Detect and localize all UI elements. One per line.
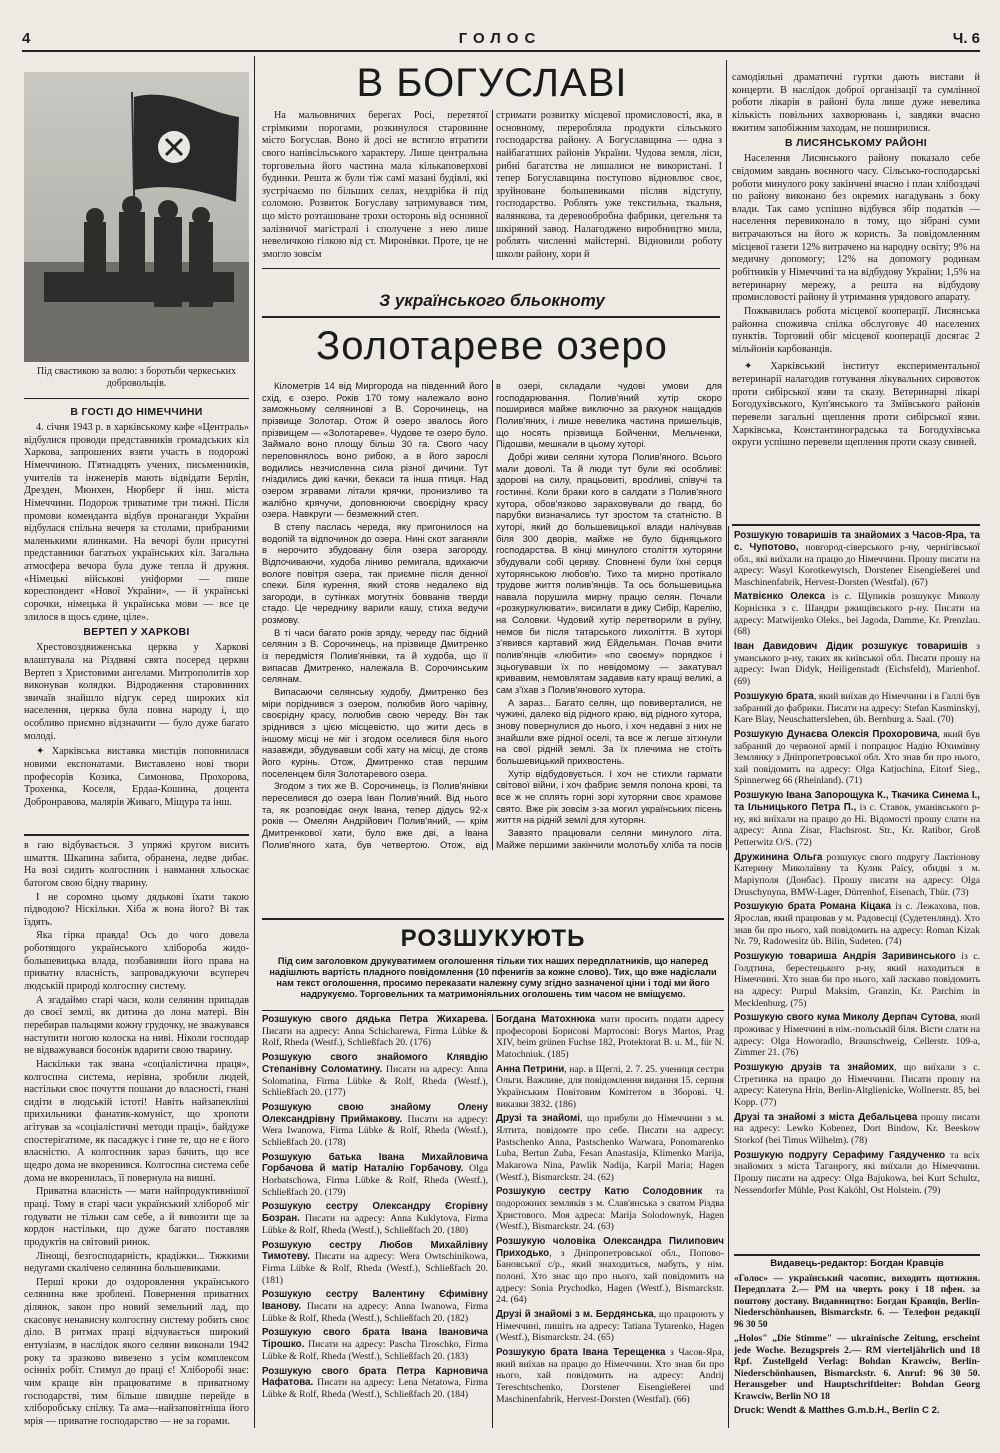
wanted-ad-78: Друзі та знайомі з міста Дебальцева прошу писати на адресу: Lewko Kobenez, Dort Bindow, Kr. Beeskow Storkof (bei Timus Wilhelm). (78) [734, 1111, 980, 1146]
zolotar-col-1 [262, 380, 488, 850]
vertical-rule-right-bottom [728, 526, 729, 1428]
wanted-rule-intro [262, 1010, 724, 1011]
imprint-german: „Holos" „Die Stimme" — ukrainische Zeitung, erscheint jede Woche. Bezugspreis 2.— RM vierteljährlich und 18 Rpf. Zustellgeld Verlag: Bohdan Krawciw, Berlin-Niederschönhausen, Bismarckstr. 6. Anruf: 96 30 50. Herausgeber und Hauptschriftleiter: Bohdan Georg Krawciw, Berlin NO 18 [734, 1333, 980, 1402]
lower-paragraph-5: Наскільки так звана «соціалістична праця», колгоспна система, нерівна, зробили людей, настільки своє почуття пошани до власності, гнані сидіти в людській істоті! Навіть найзапекліші прихильники фанатик-комуніст, що хропоти агітував за «соціалістичні методи праці», байдуже спостерігатиме, як пасаджує і гине те, що не є його власністю. А колгоспник зараз бачить, що все щедро дома не вкоренився. Колгоспна система себе дома не вкоренилась, її повернула на вишні. [24, 1058, 249, 1184]
wanted-ad-67: Розшукую товаришів та знайомих з Часов-Яра, та с. Чупотово, новгород-сіверського р-ну, чернігівської обл., які виїхали на працю до Німеччини. Прошу писати на адресу: Wasyl Korotkewytsch, Dorstener Eisengießerei und Maschinenfabrik, Hervest-Dorsten (Westfal). (67) [734, 530, 980, 588]
zolotar-c2-p3: А зараз... Багато селян, що повиверталися, не чужині, далеко від рідного краю, від рідного хутора, знову повернулися до нього, і хоч недавні з них не знайшли вже рідної оселі, та все ж легше зітхнули на свої рідній землі. За їх плечима не стоїть большевицький прихвостень. [496, 696, 722, 766]
boguslav-text-1: На мальовничих берегах Росі, перетятої стрімкими порогами, розкинулося старовинне місто Богуслав. Воно й досі не встигло втратити свого напівсільського характеру. Лише центральна торговельна його частина мала кількаповерхові будинки. Решта ж були тіж самі мазані будівлі, які зустрічаємо по більших селах, нездрібка й під соломою. Розвиток Богуславу затримувався тим, що місто розташоване трохи осторонь від основної залізничої магістралі і сполучене з нею лише невеличкою гілкою від ст. Миронівки. Проте, це не змогло зовсім [262, 110, 488, 260]
zolotar-c1-p2: В степу паслась череда, яку пригонилося на водопій та відпочинок до озера. Нині скот заганяли в нерочито збудовану біля озера загороду. Відпочиваючи, худоба ліниво ремигала, вдихаючи вологе повітря озера, так приємне після денної спеки. Біля курення, який стояв недалеко від загороди, в сутінках могутніх бовванів тверди стадо. Це череднику варили кашу, стиха ведучи розмову. [262, 520, 488, 626]
partisan-photo [24, 72, 249, 362]
zolotar-c1-p4: Випасаючи селянську худобу, Дмитренко без міри поріднився з озером, полюбив його чарівну, своєрідну красу, полюбив свою череду. Він так зріднився з цією місцевістю, що жити десь в іншому місці не міг і згодом оселився біля нього назавжди, збудувавши собі хату на місці, де стояв його курінь. Отож, Дмитренко став першим поселенцем біля Золотаревого озера. [262, 686, 488, 779]
photo-caption: Під свастикою за волю: з боротьби черкеських добровольців. [37, 366, 236, 390]
right-column-top [732, 72, 980, 520]
masthead-rule [22, 50, 980, 52]
page-number: 4 [22, 30, 31, 47]
left-column-lower [24, 840, 249, 1428]
notebook-kicker: З українського бльокноту [379, 291, 605, 310]
right-rule-1 [732, 524, 980, 526]
left-rule-2 [24, 834, 249, 836]
wanted-ad-73: Дружинина Ольга розшукує свого подругу Лактіонову Катерину Миколаївну та Кулик Раїсу, обидві з м. Маріуполя (Донбас). Прошу писати на адресу: Olga Druschynyna, BMW-Lager, Dürrenhof, Eisenach, Thür. (73) [734, 851, 980, 898]
wanted-ad-181: Розшукую сестру Любов Михайлівну Тимотеву. Писати на адресу: Wera Owtschinikowa, Firma Lübke & Rolf, Rheda (Westf.), Schließfach 20. (181) [262, 1239, 488, 1286]
wanted-rule-top [262, 918, 724, 920]
wanted-ad-72: Розшукую Івана Запорощука К., Ткачика Синема І., та Ільницького Петра П., із с. Ставок, уманівського р-ну, які виїхали на працю до Ні. Відомості прошу слати на адресу: Anna Zisar, Flachsrost. Str., Kr. Ratibor, Groß Petterwitz O/S. (72) [734, 790, 980, 848]
wanted-col-a [262, 1014, 488, 1428]
guests-article: 4. січня 1943 р. в харківському кафе «Централь» відбулися проводи представників громадських кіл Харкова, запрошених взяти участь в подорожі Німеччиною. П'ятнадцять учених, письменників, учителів та інженерів мають відвідати Берлін, Дрезден, Мюнхен, Нюрберг й інш. міста Німеччини. Подорож триватиме три тижні. Після промови коменданта відбув пронаганди України відбулася спільна вечеря за столами, прибраними маленькими ялинками. На вечорі були присутні представники багатьох українських кіл. Загальна атмосфера вечора була дуже тепла й дружня. «Німецькі військові уніформи — пише кореспондент «Нової України», — й українські сорочки, німецька й українська мови — все це злилося в щось єдине, ціле». [24, 422, 249, 623]
wanted-ad-63: Розшукую сестру Катю Солодовник та подорожних земляків з м. Слав'янська з сватом Різдва Христового. Моя адреса: Marija Solodownyk, Hagen (Westf.), Bismarckstr. 24. (63) [496, 1186, 724, 1233]
zolotar-col-divider [492, 380, 493, 850]
imprint-editor: Видавець-редактор: Богдан Кравців [770, 1258, 944, 1269]
exhibition-note: ✦ Харківська виставка мистців поповнилася новими експонатами. Виставлено нові твори професорів Козика, Симонова, Прохорова, Трохенка, Коселя, Ердаа-Кошина, доцента Добронравова, малярів Живаго, Міщура та інш. [24, 746, 249, 808]
lower-paragraph-6: Приватна власність — мати найпродуктивнішої праці. Тому в старі часи український хлібороб міг годувати не тільки сам себе, а й вивозити ще за кордон настільки, що дуже багато поставляв продуктів на світовий ринок. [24, 1186, 249, 1248]
wanted-intro: Під сим заголовком друкуватимем оголошення тільки тих наших передплатників, що наперед надішлють вартість пладного повідомлення (10 пфенигів за кожне слово). Тих, що вже надіслали нам текст оголошення, просимо переказати належну суму згідно зазначеної ціни і тоді ми його надрукуємо. Торговельних та матримоніяльних оголошень тим часом не вміщуємо. [269, 956, 717, 1000]
wanted-ad-71: Розшукую Дунаєва Олексія Прохоровича, який був забраний до червоної армії і попрацює Надію Юхимівну Землянку з Дніпропетровської обл. Хто знав би про нього, хай повідомить на адресу: Olga Katjuchina, Eitorf Sieg., Spinnerweg 66 (Rheinland). (71) [734, 728, 980, 787]
guests-title: В ГОСТІ ДО НІМЕЧЧИНИ [70, 406, 203, 418]
wanted-ad-76: Розшукую свого кума Миколу Дерпач Сутова, який проживає у Німеччині в нім.-польській біля. Вісти слати на адресу: Olga Howoradlo, Braunschweig, Cellerstr. 109-а, Zimmer 21. (76) [734, 1012, 980, 1059]
lower-paragraph-2: І не соромно цьому дядькові їхати такою підводою? Ніскільки. Хіба ж вона його? Ві так їздять. [24, 891, 249, 928]
zolotar-col-2 [496, 380, 722, 850]
wanted-ad-177: Розшукую свого знайомого Клявдію Степанівну Соломатину. Писати на адресу: Anna Solomatina, Firma Lübke & Rolf, Rheda (Westf.), Schließfach 20. (177) [262, 1052, 488, 1099]
wanted-col-divider [492, 1014, 493, 1428]
wanted-title: РОЗШУКУЮТЬ [400, 925, 586, 952]
veterinary-note: ✦ Харківський інститут експериментальної ветеринарії налагодив готування лікувальних сировоток проти сибірської язви та сказу. Ветеринарні лікарі Богодухівського, Куп'янського та Зміївського районів перевели загальні щеплення проти сибірської язви. Харківська, Константиноградська та Богодухівська округи успішно перевели щеплення проти сказу свиней. [732, 361, 980, 449]
lower-paragraph-4: А згадаймо старі часи, коли селянин припадав до своєї землі, як дитина до лона матері. Він перебирав пальцями кожну грудочку, не зважувався наступити ногою колоска на ниві. Ніколи господар не відважувався босоніж вдарити свою тварину. [24, 994, 249, 1057]
zolotar-c1-p5: Згодом з тих же В. Сорочинець, із Полив'янівки переселився до озера Іван Полив'яний. Від нього та, як розповідає онук Івана, тепер дідусь 92-х років — Омелян Андрійович Полив'яний, — крім Дмитренкової хати, було вже дві, а Івана Полив'яного хата, був четвертою. Отож, від [262, 780, 488, 850]
wanted-ad-65: Друзі й знайомі з м. Бердянська, що працюють у Німеччині, пишіть на адресу: Tatiana Tytarenko, Hagen (Westf.), Bismarckstr. 24. (65) [496, 1309, 724, 1344]
wanted-ad-77: Розшукую друзів та знайомих, що виїхали з с. Стретинка на працю до Німеччини. Писати прошу на адресу: Kateryna Hrin, Berlin-Altglienicke, Wollnerstr. 85, bei Kopp. (77) [734, 1061, 980, 1108]
wanted-ad-74: Розшукую брата Романа Кіцака із с. Лежахова, пов. Ярослав, який працював у м. Радовесці (Судетенлянд). Хто знав би про нього, хай повідомить на адресу: Roman Kizak Nr. 79, Radowesitz üb. Bilin, Sudeten. (74) [734, 901, 980, 948]
zolotar-c2-p2: Добрі живи селяни хутора Полив'яного. Всього мали доволі. Та й люди тут були які особливі: здорові на силу, працьовиті, врodливі, співучі та гостинні. Коли браки кого в салдати з Полив'яного хутора, обов'язково зараховували до гвард, бо парубки визначались тут зростом та статністю. В хуторі, який до большевицької влади налічував біля 300 дворів, майже не було бідняцького господарства. В кінці минулого століття хуторяни збудували собі церкву. Сповнені були їхні серця хуторянською любов'ю. Тихо та мирно протікало трудове життя полив'янців. Та ось большевицька навала порушила мирну працю селян. Почали «розкуркулювати», висилати в дику Сибір, Карелію, на Соловки. Чудовий хутір перетворили в руїну, немов би після татарського лихоліття. В хуторі з'явився картавий жид Ейдельман. Почав вчити полив'янців «любити» «по своєму» порядкоє і зцьогувавши їх по невідомому — закатувал кривавим, немовлятам задавив кату кращі великі, а сам з'їхав з Полив'янового хутора. [496, 450, 722, 696]
issue-number: Ч. 6 [952, 30, 980, 47]
boguslav-text-2: стримати розвитку місцевої промисловості, яка, в основному, переробляла продукти сільського господарства району. А Богуславщина — одна з найбагатших районів України. Чудова земля, ліси, рибні багатства не лишалися не використані. І тепер Богуславщина поступово відновлює своє, зруйноване большевиками післяв відступу, господарство. Роблять уже текстильна, ткальня, валянкова, та деревообробна фабрики, цегельня та шкіряний завод. Налагоджено виробництво мила, роблять численні майстерні. Відновили роботу школи району, хори й [496, 110, 722, 260]
boguslav-col-1 [262, 110, 488, 260]
wanted-ad-70: Розшукую брата, який виїхав до Німеччини і в Галлі був забраний до фабрики. Писати на адресу: Stefan Kasminskyj, Kare Blay, Neuschattersleben, üb. Bernburg a. Saal. (70) [734, 690, 980, 726]
lower-paragraph-1: в гаю відбувається. З упряжі кругом висить шмаття. Шкапина забита, обранена, ледве дибає. На возі сидить колгоспник і навмання хльоскає батогом свою бідну тварину. [24, 840, 249, 889]
imprint-rule-top [734, 1254, 980, 1256]
flag-photo-illustration [24, 72, 249, 362]
vertep-article: Хрестовоздвиженська церква у Харкові влаштувала на Різдвяні свята посеред церкви Вертеп з Христовими ангелами. Митрополитів хор виконував колядки. Відродження старовинних звичаїв знайшло відгук серед широких кіл населення, церква була повна народу і, що особливо приємно відзначити — було дуже багато молоді. [24, 642, 249, 742]
wanted-col-c [734, 530, 980, 1250]
paper-title: ГОЛОС [458, 30, 542, 47]
wanted-ad-176: Розшукую свого дядька Петра Жихарева. Писати на адресу: Anna Schicharewa, Firma Lübke & Rolf, Rheda (Westf.), Schließfach 20. (176) [262, 1014, 488, 1049]
wanted-ad-180: Розшукую сестру Олександру Єгорівну Бозран. Писати на адресу: Anna Kuklytova, Firma Lübke & Rolf, Rheda (Westf.), Schließfach 20. (180) [262, 1201, 488, 1236]
imprint [734, 1258, 980, 1428]
notebook-rule-top [262, 268, 720, 269]
vertep-title: ВЕРТЕП У ХАРКОВІ [83, 626, 190, 639]
zolotar-title: Золотареве озеро [316, 324, 668, 368]
wanted-ad-66: Розшукую брата Івана Терещенка з Часов-Яра, який виїхав на працю до Німеччини. Хто знав би про нього, хай повідомить на адресу: Andrij Tereschtschenko, Dorstener Eisengießerei und Maschinenfabrik, Hervest-Dorsten (Westfal). (66) [496, 1347, 724, 1405]
wanted-ad-68: Матвієнко Олекса із с. Щупиків розшукує Миколу Корнієнка з с. Шандри ржищівського р-ну. Писати на адресу: Matwijenko Oleks., bei Jagoda, Damme, Kr. Prenzlau. (68) [734, 591, 980, 638]
wanted-ad-64: Розшукую чоловіка Олександра Пилипович Приходько, з Дніпропетровської обл., Попово-Бановської с/р., який знаходиться, мабуть, у нім. полоні. Хто знає що про нього, хай повідомить на адресу: Sonia Prychodko, Hagen (Westf.), Bismarckstr. 24. (64) [496, 1235, 724, 1306]
wanted-ad-185: Богдана Матохнюка мати просить подати адресу професорові Борисові Мартосові: Borys Martos, Prag XIV, beim grünen Fuchse 182, Protektorat B. u. M., für N. Matochniuk. (185) [496, 1014, 724, 1061]
wanted-col-b [496, 1014, 724, 1428]
wanted-ad-184: Розшукую свого брата Петра Карновича Нафатова. Писати на адресу: Lena Netatowa, Firma Lübke & Rolf, Rheda (Westf.), Schließfach 20. (184) [262, 1365, 488, 1401]
lysianka-paragraph-1: Населення Лисянського району показало себе свідомим завдань воєнного часу. Сільсько-господарські роботи минулого року закінчені вчасно і план хлібоздачі по району виконано без окремих нагадувань з боку влади. Так само успішно відбувся збір податків — населення перевиконало в тому, що зібрані суми витрачаються на його ж користь. За повідомленням місцевої газети 12% витрачено на народну освіту; 9% на медичну допомогу; 12% на допомогу родинам робітників у Німеччині та на відбудову України; 1,5% на ветеринарну мережу, а решта на відбудову промисловості району й утримання урядового апарату. [732, 153, 980, 304]
wanted-ad-178: Розшукую свою знайому Олену Олександрівну Приймакову. Писати на адресу: Wera Iwanowa, Firma Lübke & Rolf, Rheda (Westf.), Schließfach 20. (178) [262, 1101, 488, 1148]
zolotar-c2-p4: Хутір відбудовується. І хоч не стихли гармати світової війни, і хоч фабриє земля полона крові, та все ж не сплять горні зорі хуторяни своє храмове свято. Вже рік зовсім з-за могил українських пісень життя на рідній землі для хуторян. [496, 767, 722, 826]
lysianka-title: В ЛИСЯНСЬКОМУ РАЙОНІ [785, 137, 927, 150]
wanted-ad-183: Розшукую свого брата Івана Івановича Тірошко. Писати на адресу: Pascha Tiroschko, Firma Lübke & Rolf, Rheda (Westf.), Schließfach 20. (183) [262, 1327, 488, 1362]
left-column-upper [24, 404, 249, 842]
wanted-ad-186: Анна Петрини, нар. в Щеглі, 2. 7. 25. учениця сестри Ольги. Важливе, для повідомлення видання 15. серпня Українським Повітовим Комітетом в Зборові. Ч. виказки 3832. (186) [496, 1063, 724, 1110]
lower-paragraph-8: Перші кроки до оздоровлення українського селянина вже зроблені. Повернення приватних ділянок, закон про новий земельний лад, що скасовує ненависну колгоспну систему робить своє діло. В ритмах праці відчувається широкий ентузіазм, в наслідок якого селяни виконали 1942 року та зразково вивезено з усім комплексом осінніх робіт. Стимул до праці є! Хліборобі знає: чим краще він працюватиме в приватному господарстві, тим більше швидше перейде в хліборобську спілку. Та ама—найзаповітніша його мрія — приватне господарство — не за горами. [24, 1276, 249, 1427]
zolotar-c1-p3: В ті часи багато років зряду, череду пас бідний селянин з В. Сорочинець, на прізвище Дмитренко із передмістя Полив'янівки, та й худоба, що її випасав Дмитренко, належала В. Сорочинським селянам. [262, 626, 488, 685]
boguslav-col-2 [496, 110, 722, 260]
boguslav-title: В БОГУСЛАВІ [356, 61, 628, 105]
imprint-printer: Druck: Wendt & Matthes G.m.b.H., Berlin C 2. [734, 1405, 940, 1416]
lower-paragraph-7: Лінощі, безгосподарність, крадіжки... Тяжкими недугами скалічено селянина большевиками. [24, 1250, 249, 1275]
concerts-continuation: самодіяльні драматичні гуртки дають вистави й концерти. В наслідок доброї організації та сумлінної роботи лікарів в районі була лише дуже невелика кількість повільних захворювань і, завдяки вчасно вжитим запобіжним заходам, не поширилися. [732, 72, 980, 134]
wanted-ad-79: Розшукую подругу Серафиму Гаядученко та всіх знайомих з міста Таганрогу, які виїхали до Німеччини. Прошу писати на адресу: Olga Bajukowa, bei Kurt Schultz, Nessendorfer Mühle, Post Kaköhl, Ost Holstein. (79) [734, 1149, 980, 1196]
notebook-rule-mid [262, 316, 720, 318]
wanted-ad-179: Розшукую батька Івана Михайловича Горбачова й матір Наталію Горбачову. Olga Horbatschowa, Firma Lübke & Rolf, Rheda (Westf.), Schließfach 20. (179) [262, 1151, 488, 1198]
boguslav-col-divider [492, 110, 493, 260]
left-rule-1 [24, 398, 249, 399]
vertical-rule-left [254, 56, 255, 1428]
wanted-ad-75: Розшукую товариша Андрія Заривинського із с. Голдтина, берестецького р-ну, який находиться в Німеччині. Хто знав би про нього, хай ласкаво повідомить на адресу: Purpul Maksim, Granzin, Kr. Parchim in Mecklenburg. (75) [734, 950, 980, 1009]
vertical-rule-mid-top [726, 60, 727, 850]
zolotar-c1-p1: Кілометрів 14 від Миргорода на південний його схід, є озеро. Років 170 тому належало воно заможньому селянинові з В. Сорочинець, на прізвище Золотар. Отож й озеро звалось його прізвищем — «Золотареве». Чудове те озеро було. Займало воно площу більш 30 га. Свого часу переповнялось воно рибою, а в його зарослі водились незчисленна сила різної дичини. Тут гніздились дикі качки, бекаси та інша птиця. Над озером згравами літали крячки, пронизливо та жалібно крячучи, доповнюючи своєрідну красу озера. Навкруги — безмежний степ. [262, 380, 488, 520]
wanted-ad-69: Іван Давидович Дідик розшукує товаришів з уманського р-ну, таких як київської обл. Писати прошу на адресу: Iwan Didyk, Heiligenstadt (Eichsfeld), Marienhof. (69) [734, 641, 980, 688]
lysianka-paragraph-2: Пожвавилась робота місцевої кооперації. Лисянська районна споживча спілка обслуговує 40 населених пунктів. Торговий обіг місцевої кооперації досягає 2 мільйонів карбованців. [732, 305, 980, 355]
zolotar-c2-p1: в озері, складали чудові умови для господарювання. Полив'яний хутір скоро поширився майже виключно за рахунок нащадків Полив'яних, і лише невелика частина пришельців, що носять прізвища Бойченки, Мельченки, Підошви, мешкали в цьому хуторі. [496, 380, 722, 450]
lower-paragraph-3: Яка гірка правда! Ось до чого довела роботящого українського хлібороба жидо-большевицька влада, позбавивши його права на приватну власність, запроваджуючи всупереч людській природі колгоспну систему. [24, 930, 249, 993]
imprint-ukrainian: «Голос» — український часопис, виходить щотижня. Передплата 2.— РМ на чверть року і 18 пфен. за поштову доставу. Видавництво: Богдан Кравців, Berlin-Niederschönhausen, Bismarckstr. 6. — Телефон редакції 96 30 50 [734, 1272, 980, 1330]
zolotar-c2-p5: Завзято працювали селяни минулого літа. Майже першими закінчили молотьбу хліба та посів [496, 826, 722, 850]
wanted-ad-62: Друзі та знайомі, що прибули до Німеччини з м. Ялтита, повідомте про себе. Писати на адресу: Pastschenko Anna, Pastschenko Warwara, Ponomarenko Luba, Bertun Zuba, Fesan Anastasija, Klimenko Marija, Makarowa Nina, Pawlik Nadija, Karpil Maria; Hagen (Westf.), Bismarckstr. 24. (62) [496, 1113, 724, 1183]
wanted-ad-182: Розшукую сестру Валентину Єфимівну Іванову. Писати на адресу: Anna Iwanowa, Firma Lübke & Rolf, Rheda (Westf.), Schließfach 20. (182) [262, 1289, 488, 1324]
